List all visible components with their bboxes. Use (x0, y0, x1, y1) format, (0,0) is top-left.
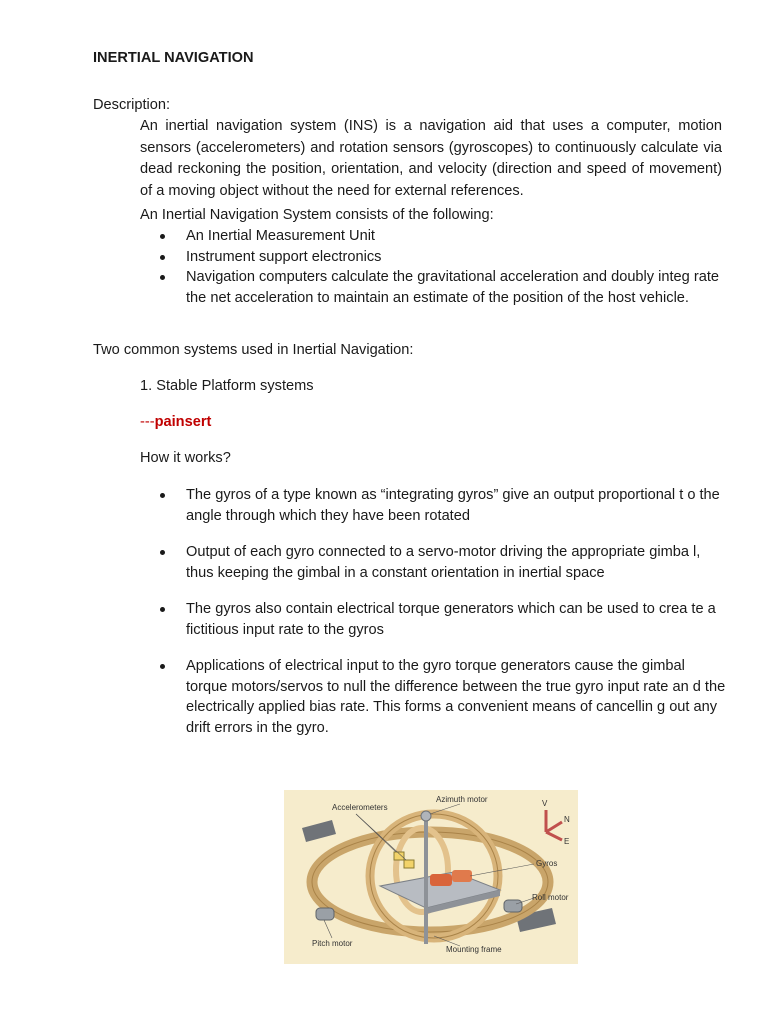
page-title: INERTIAL NAVIGATION (93, 50, 254, 66)
how-it-works-list (160, 485, 730, 754)
bullet-icon (160, 607, 165, 612)
roll-motor-icon (504, 900, 522, 912)
bullet-icon (160, 664, 165, 669)
list-item: The gyros of a type known as “integrating gyros” give an output proportional t o the angle through which they have been rotated (160, 485, 730, 526)
list-item: The gyros also contain electrical torque generators which can be used to crea te a fictitious input rate to the gyros (160, 599, 730, 640)
label-pitch-motor: Pitch motor (312, 939, 353, 948)
insert-prefix: --- (140, 414, 155, 430)
components-list (160, 226, 730, 308)
bullet-icon (160, 255, 165, 260)
gyro-1-icon (430, 874, 452, 886)
label-roll-motor: Roll motor (532, 893, 569, 902)
list-item: Output of each gyro connected to a servo-motor driving the appropriate gimba l, thus keeping the gimbal in a constant orientation in inertial space (160, 542, 730, 583)
description-label: Description: (93, 97, 171, 113)
label-axis-v: V (542, 799, 548, 808)
bullet-icon (160, 550, 165, 555)
gimbal-illustration (284, 790, 578, 964)
bullet-icon (160, 493, 165, 498)
azimuth-shaft (424, 814, 428, 944)
stable-platform-diagram (284, 790, 578, 964)
insert-marker (140, 412, 211, 433)
gyro-2-icon (452, 870, 472, 882)
azimuth-motor-icon (421, 811, 431, 821)
label-axis-e: E (564, 837, 570, 846)
list-item: Navigation computers calculate the gravitational acceleration and doubly integ rate the net acceleration to maintain an estimate of the position of the host vehicle. (160, 267, 730, 308)
accelerometer-2-icon (404, 860, 414, 868)
label-gyros: Gyros (536, 859, 558, 868)
label-azimuth-motor: Azimuth motor (436, 795, 488, 804)
consists-intro: An Inertial Navigation System consists of the following: (140, 207, 494, 223)
stable-platform-item: 1. Stable Platform systems (140, 378, 314, 394)
list-item: Applications of electrical input to the gyro torque generators cause the gimbal torque motors/servos to null the difference between the true gyro input rate an d the electrically applied bias rate. This forms a convenient means of cancellin g out any drift errors in the gyro. (160, 656, 730, 738)
label-axis-n: N (564, 815, 570, 824)
description-paragraph: An inertial navigation system (INS) is a navigation aid that uses a computer, motion sensors (accelerometers) and rotation sensors (gyroscopes) to continuously calculate via dead reckoning the position, orientation, and velocity (direction and speed of movement) of a moving object without the need for external references. (140, 118, 722, 199)
list-item: An Inertial Measurement Unit (160, 226, 730, 247)
bullet-icon (160, 275, 165, 280)
insert-text: painsert (154, 414, 212, 430)
bullet-icon (160, 234, 165, 239)
how-it-works-heading: How it works? (140, 450, 231, 466)
list-item: Instrument support electronics (160, 247, 730, 268)
label-accelerometers: Accelerometers (332, 803, 388, 812)
label-mounting-frame: Mounting frame (446, 945, 502, 954)
pitch-motor-icon (316, 908, 334, 920)
two-common-heading: Two common systems used in Inertial Navigation: (93, 342, 414, 358)
